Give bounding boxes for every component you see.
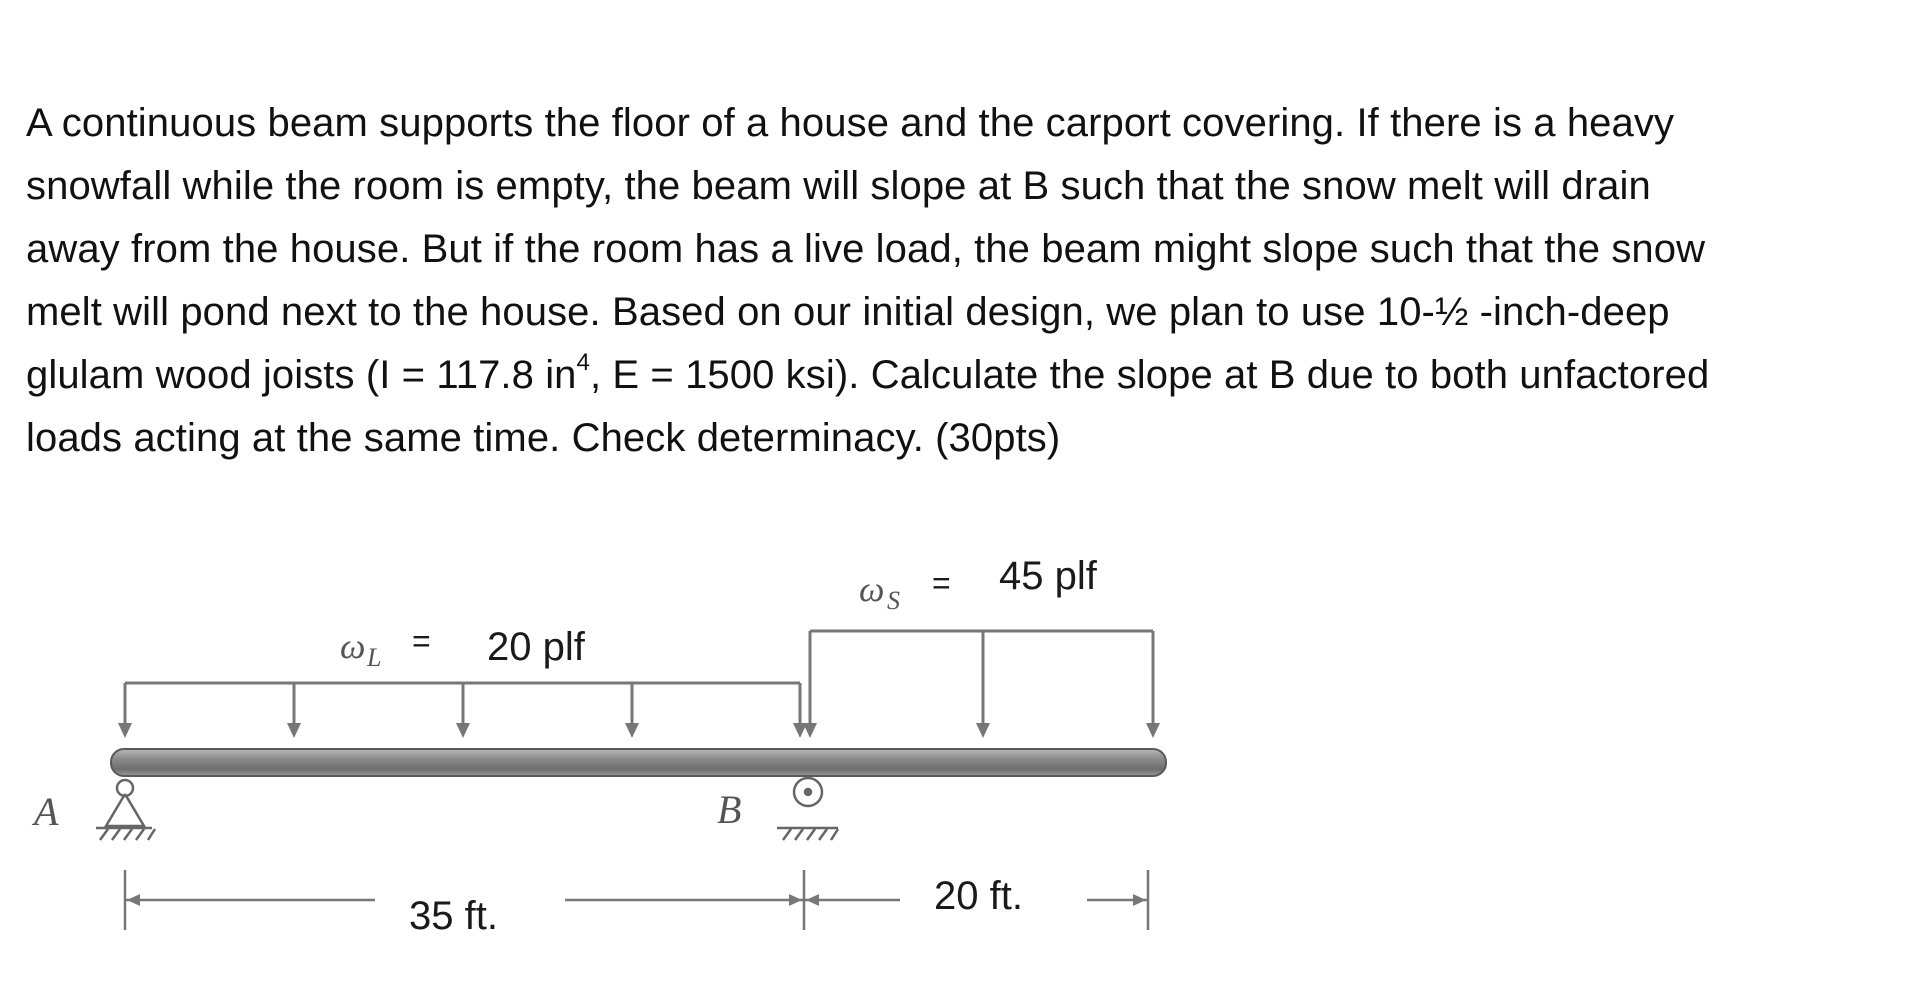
- arrowhead-6: [803, 723, 817, 738]
- problem-line-2: snowfall while the room is empty, the beam will slope at B such that the snow melt will drain: [26, 164, 1651, 208]
- snow-load-arrowheads: [803, 723, 1160, 738]
- live-load-symbol: ω: [340, 626, 366, 666]
- pin-a-triangle: [106, 794, 144, 826]
- live-load-distribution: [125, 683, 800, 725]
- pin-a-circle: [117, 780, 133, 796]
- beam: [111, 749, 1166, 776]
- arrowhead-1: [118, 723, 132, 738]
- snow-load-subscript: S: [887, 586, 900, 615]
- arrowhead-7: [976, 723, 990, 738]
- arrowhead-4: [625, 723, 639, 738]
- span-ab-label: 35 ft.: [409, 894, 498, 938]
- live-load-label: [340, 623, 586, 672]
- live-load-value: 20 plf: [487, 625, 585, 669]
- arrowhead-2: [287, 723, 301, 738]
- live-load-arrowheads: [118, 723, 807, 738]
- problem-line-6: loads acting at the same time. Check determinacy. (30pts): [26, 416, 1061, 460]
- roller-support-b: [777, 778, 838, 840]
- problem-line-3: away from the house. But if the room has a live load, the beam might slope such that the snow: [26, 227, 1706, 271]
- support-a-label: A: [34, 789, 59, 834]
- arrowhead-3: [456, 723, 470, 738]
- snow-load-distribution: [810, 631, 1153, 725]
- problem-line-1: A continuous beam supports the floor of a house and the carport covering. If there is a heavy: [26, 101, 1675, 145]
- snow-load-equals: =: [932, 565, 951, 601]
- pin-support-a: [96, 780, 155, 840]
- roller-b-pin: [805, 789, 811, 795]
- snow-load-label: [859, 554, 1098, 615]
- snow-load-symbol: ω: [859, 569, 885, 609]
- live-load-equals: =: [412, 623, 431, 659]
- span-bc-label: 20 ft.: [934, 874, 1023, 918]
- problem-line-4: melt will pond next to the house. Based on our initial design, we plan to use 10-½ -inch-deep: [26, 290, 1670, 334]
- problem-line-5-rest: , E = 1500 ksi). Calculate the slope at B due to both unfactored: [589, 353, 1710, 397]
- snow-load-value: 45 plf: [999, 554, 1097, 598]
- live-load-subscript: L: [367, 643, 382, 672]
- problem-line-5-text: glulam wood joists (I = 117.8 in: [26, 353, 577, 397]
- arrowhead-8: [1146, 723, 1160, 738]
- exponent-superscript: 4: [576, 349, 590, 376]
- support-b-label: B: [717, 787, 742, 832]
